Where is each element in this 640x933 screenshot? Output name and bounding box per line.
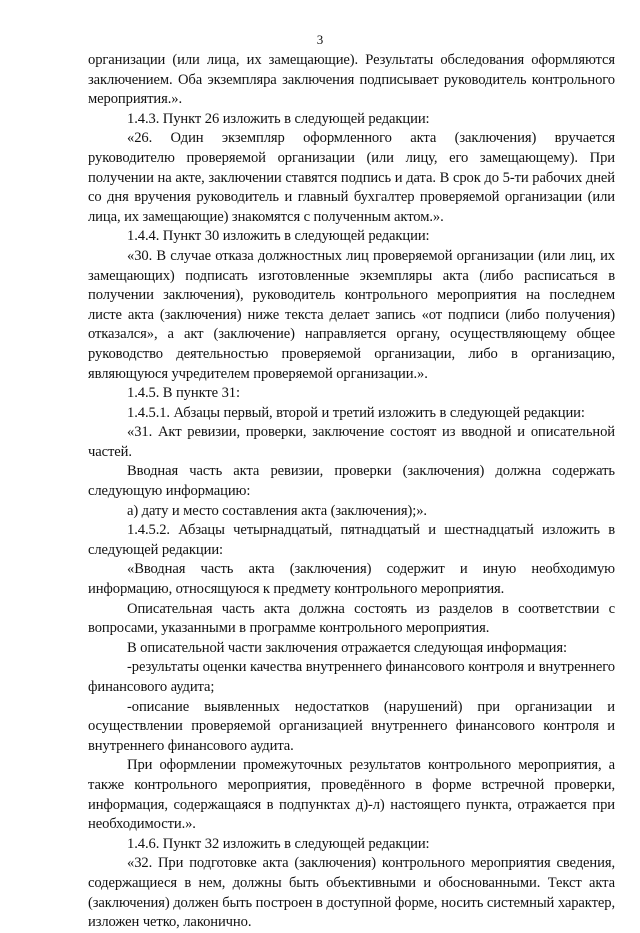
paragraph: организации (или лица, их замещающие). Результаты обследования оформляются заключением. Оба экземпляра заключения подписывает руководитель контрольного мероприятия.». (88, 52, 615, 108)
paragraph: «31. Акт ревизии, проверки, заключение состоят из вводной и описательной частей. (88, 424, 615, 460)
paragraph: «26. Один экземпляр оформленного акта (заключения) вручается руководителю проверяемой организации (или лицу, его замещающему). При получении на акте, заключении ставятся подпись и дата. В срок до 5-ти рабочих дней со дня вручения руководитель и главный бухгалтер проверяемой организации (или лица, их замещающие) знакомятся с полученным актом.». (88, 130, 615, 225)
document-body (88, 51, 615, 933)
paragraph: 1.4.5. В пункте 31: (127, 385, 240, 402)
paragraph: 1.4.5.1. Абзацы первый, второй и третий изложить в следующей редакции: (127, 404, 585, 421)
paragraph: 1.4.3. Пункт 26 изложить в следующей редакции: (127, 110, 430, 127)
paragraph: 1.4.6. Пункт 32 изложить в следующей редакции: (127, 835, 430, 852)
paragraph: Вводная часть акта ревизии, проверки (заключения) должна содержать следующую информацию: (88, 463, 615, 500)
paragraph: -описание выявленных недостатков (нарушений) при организации и осуществлении проверяемой организацией внутреннего финансового контроля и внутреннего финансового аудита. (88, 698, 615, 754)
paragraph: 1.4.4. Пункт 30 изложить в следующей редакции: (127, 228, 430, 245)
paragraph: а) дату и место составления акта (заключения);». (127, 502, 427, 519)
paragraph: «32. При подготовке акта (заключения) контрольного мероприятия сведения, содержащиеся в нем, должны быть объективными и обоснованными. Текст акта (заключения) должен быть построен в доступной форме, носить системный характер, изложен четко, лаконично. (88, 855, 615, 931)
paragraph: «Вводная часть акта (заключения) содержит и иную необходимую информацию, относящуюся к предмету контрольного мероприятия. (88, 561, 615, 598)
paragraph: В описательной части заключения отражается следующая информация: (127, 639, 567, 656)
paragraph: «30. В случае отказа должностных лиц проверяемой организации (или лиц, их замещающих) подписать изготовленные экземпляры акта (либо расписаться в получении заключения), руководитель контрольного мероприятия на последнем листе акта (заключения) ниже текста делает запись «от подписи (либо получения) отказался», а акт (заключение) направляется органу, осуществляющему общее руководство деятельностью проверяемой организации, либо в организацию, являющуюся учредителем проверяемой организации.». (88, 247, 615, 382)
paragraph: При оформлении промежуточных результатов контрольного мероприятия, а также контрольного мероприятия, проведённого в форме встречной проверки, информация, содержащаяся в подпунктах д)-л) настоящего пункта, отражается при необходимости.». (88, 757, 615, 833)
paragraph: -результаты оценки качества внутреннего финансового контроля и внутреннего финансового аудита; (88, 659, 615, 695)
page-number: 3 (316, 32, 324, 47)
paragraph: Описательная часть акта должна состоять из разделов в соответствии с вопросами, указанными в программе контрольного мероприятия. (88, 600, 615, 637)
paragraph: 1.4.5.2. Абзацы четырнадцатый, пятнадцатый и шестнадцатый изложить в следующей редакции: (88, 522, 615, 558)
